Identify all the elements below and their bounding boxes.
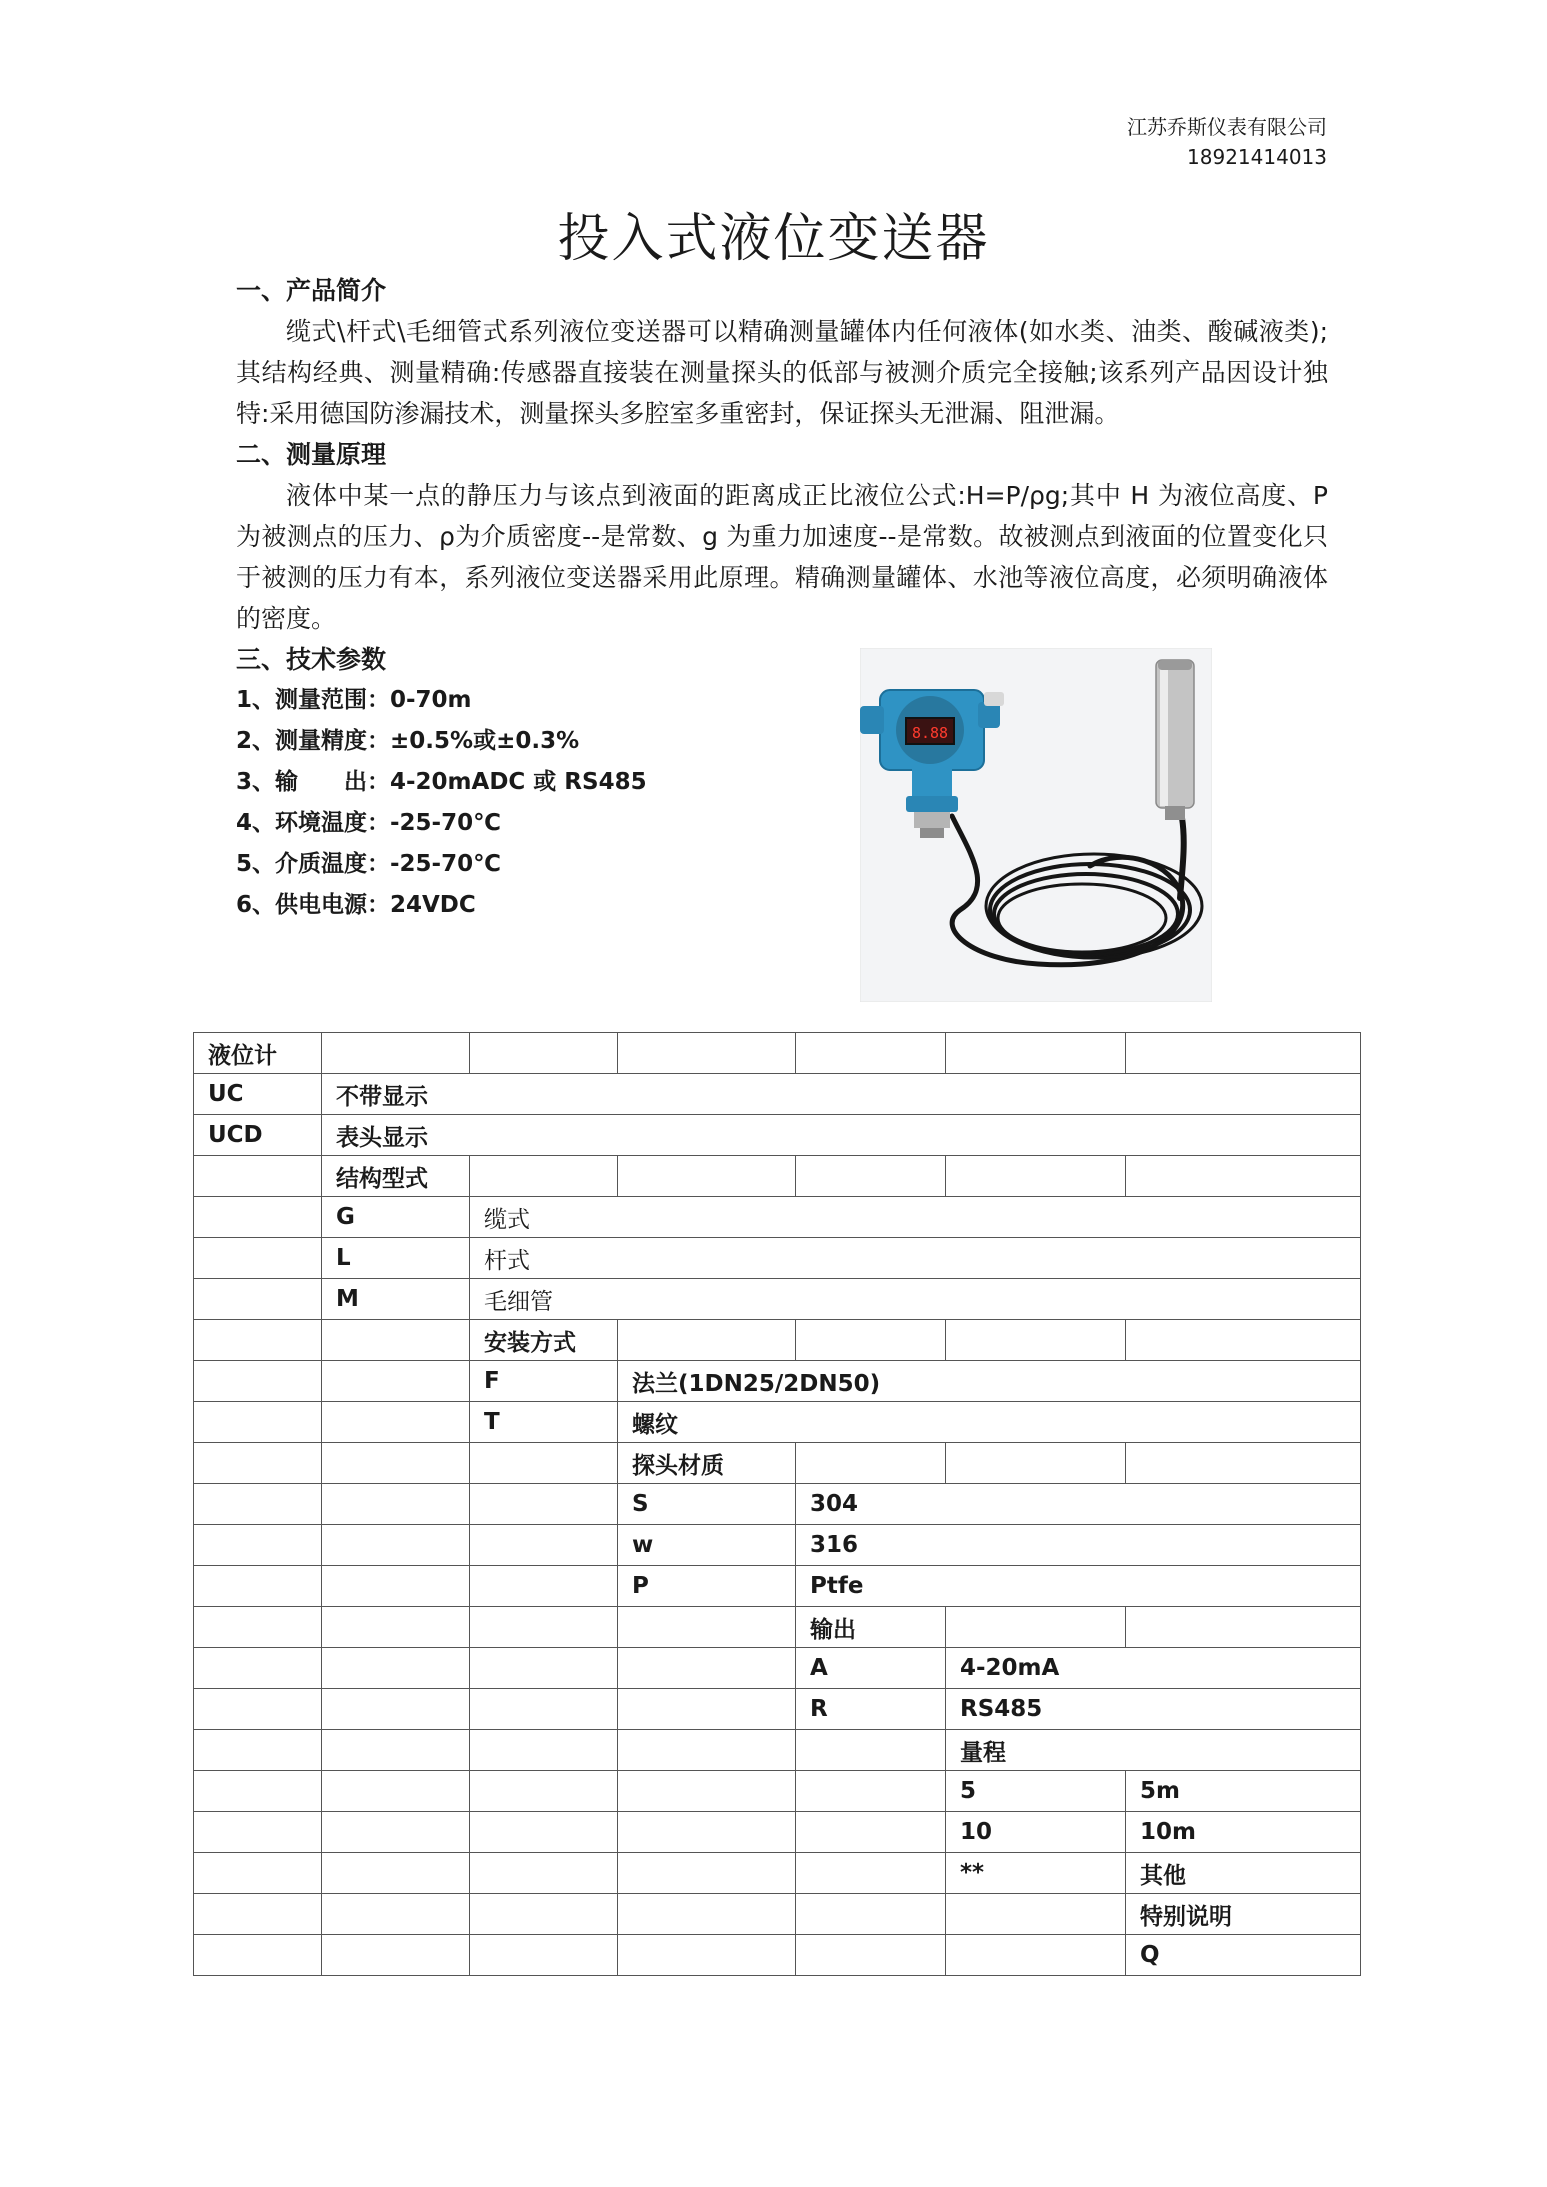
- table-cell: [1126, 1443, 1361, 1484]
- table-cell: [470, 1730, 618, 1771]
- table-cell: 螺纹: [618, 1402, 1361, 1443]
- table-cell: P: [618, 1566, 796, 1607]
- table-cell: 其他: [1126, 1853, 1361, 1894]
- table-cell: 量程: [946, 1730, 1361, 1771]
- table-cell: S: [618, 1484, 796, 1525]
- param-item: 2、测量精度：±0.5%或±0.3%: [236, 728, 580, 754]
- table-cell: [322, 1402, 470, 1443]
- table-cell: RS485: [946, 1689, 1361, 1730]
- table-cell: [470, 1689, 618, 1730]
- table-row: [194, 1074, 1361, 1115]
- table-row: [194, 1812, 1361, 1853]
- table-cell: [194, 1566, 322, 1607]
- section-text-principle: 液体中某一点的静压力与该点到液面的距离成正比液位公式:H=P/ρg;其中 H 为液位高度、P 为被测点的压力、ρ为介质密度--是常数、g 为重力加速度--是常数。故被测点到液面的位置变化只于被测的压力有本，系列液位变送器采用此原理。精确测量罐体、水池等液位高度，必须明确液体的密度。: [236, 481, 1328, 633]
- table-cell: 输出: [796, 1607, 946, 1648]
- table-row: [194, 1771, 1361, 1812]
- table-cell: [194, 1935, 322, 1976]
- table-row: [194, 1443, 1361, 1484]
- table-cell: 缆式: [470, 1197, 1361, 1238]
- table-cell: [946, 1320, 1126, 1361]
- table-cell: Ptfe: [796, 1566, 1361, 1607]
- table-cell: [322, 1771, 470, 1812]
- table-cell: 结构型式: [322, 1156, 470, 1197]
- table-cell: [618, 1730, 796, 1771]
- table-cell: [618, 1320, 796, 1361]
- table-row: [194, 1730, 1361, 1771]
- table-cell: [194, 1648, 322, 1689]
- table-cell: **: [946, 1853, 1126, 1894]
- table-cell: [796, 1812, 946, 1853]
- table-cell: [194, 1279, 322, 1320]
- table-cell: [618, 1771, 796, 1812]
- table-row: [194, 1238, 1361, 1279]
- table-cell: [194, 1607, 322, 1648]
- param-item: 4、环境温度：-25-70℃: [236, 810, 501, 836]
- section-heading-params: 三、技术参数: [236, 645, 387, 674]
- table-cell: Q: [1126, 1935, 1361, 1976]
- company-name: 江苏乔斯仪表有限公司: [1127, 115, 1327, 139]
- table-row: [194, 1279, 1361, 1320]
- table-cell: [470, 1648, 618, 1689]
- table-cell: [322, 1894, 470, 1935]
- table-cell: [322, 1443, 470, 1484]
- table-cell: [194, 1484, 322, 1525]
- table-row: [194, 1484, 1361, 1525]
- table-cell: [470, 1935, 618, 1976]
- table-cell: 杆式: [470, 1238, 1361, 1279]
- table-cell: [194, 1361, 322, 1402]
- table-cell: [618, 1033, 796, 1074]
- table-row: [194, 1648, 1361, 1689]
- table-cell: [1126, 1033, 1361, 1074]
- table-cell: 表头显示: [322, 1115, 1361, 1156]
- table-cell: [470, 1525, 618, 1566]
- table-cell: [322, 1812, 470, 1853]
- table-cell: [618, 1853, 796, 1894]
- table-cell: 安装方式: [470, 1320, 618, 1361]
- table-cell: A: [796, 1648, 946, 1689]
- table-cell: 液位计: [194, 1033, 322, 1074]
- table-cell: [618, 1812, 796, 1853]
- table-cell: [470, 1771, 618, 1812]
- param-item: 3、输 出：4-20mADC 或 RS485: [236, 769, 647, 795]
- table-cell: 不带显示: [322, 1074, 1361, 1115]
- table-row: [194, 1689, 1361, 1730]
- table-cell: [618, 1607, 796, 1648]
- table-cell: [946, 1033, 1126, 1074]
- table-cell: [322, 1853, 470, 1894]
- table-cell: [322, 1033, 470, 1074]
- table-cell: [194, 1689, 322, 1730]
- param-item: 6、供电电源：24VDC: [236, 892, 476, 918]
- table-cell: 4-20mA: [946, 1648, 1361, 1689]
- spec-table-body: [194, 1033, 1361, 1976]
- table-cell: 5: [946, 1771, 1126, 1812]
- section-heading-principle: 二、测量原理: [236, 440, 387, 469]
- table-cell: [194, 1894, 322, 1935]
- param-item: 1、测量范围：0-70m: [236, 687, 472, 713]
- table-cell: [946, 1443, 1126, 1484]
- table-row: [194, 1115, 1361, 1156]
- product-photo: [860, 648, 1212, 1002]
- table-cell: [796, 1156, 946, 1197]
- table-cell: 探头材质: [618, 1443, 796, 1484]
- table-cell: [1126, 1607, 1361, 1648]
- table-cell: UCD: [194, 1115, 322, 1156]
- table-cell: [796, 1894, 946, 1935]
- table-cell: [194, 1320, 322, 1361]
- table-cell: [194, 1525, 322, 1566]
- display-reading: 8.88: [911, 724, 949, 742]
- table-row: [194, 1607, 1361, 1648]
- table-row: [194, 1320, 1361, 1361]
- table-cell: [946, 1935, 1126, 1976]
- table-row: [194, 1197, 1361, 1238]
- table-cell: 304: [796, 1484, 1361, 1525]
- table-cell: [946, 1894, 1126, 1935]
- table-cell: [946, 1607, 1126, 1648]
- table-cell: [322, 1361, 470, 1402]
- table-cell: 毛细管: [470, 1279, 1361, 1320]
- table-cell: [194, 1730, 322, 1771]
- table-cell: [194, 1156, 322, 1197]
- table-cell: [618, 1935, 796, 1976]
- table-row: [194, 1853, 1361, 1894]
- table-cell: [796, 1771, 946, 1812]
- probe-icon: [1156, 660, 1194, 820]
- table-cell: [322, 1607, 470, 1648]
- table-cell: R: [796, 1689, 946, 1730]
- table-cell: [322, 1525, 470, 1566]
- table-cell: [470, 1894, 618, 1935]
- table-cell: 特别说明: [1126, 1894, 1361, 1935]
- table-cell: [1126, 1156, 1361, 1197]
- table-row: [194, 1156, 1361, 1197]
- table-cell: [194, 1443, 322, 1484]
- table-cell: M: [322, 1279, 470, 1320]
- table-cell: [194, 1197, 322, 1238]
- table-row: [194, 1566, 1361, 1607]
- company-phone: 18921414013: [1187, 145, 1327, 169]
- table-cell: [194, 1402, 322, 1443]
- table-cell: [796, 1320, 946, 1361]
- table-cell: 法兰(1DN25/2DN50): [618, 1361, 1361, 1402]
- table-cell: 316: [796, 1525, 1361, 1566]
- table-cell: [470, 1853, 618, 1894]
- table-cell: [618, 1894, 796, 1935]
- section-text-intro: 缆式\杆式\毛细管式系列液位变送器可以精确测量罐体内任何液体(如水类、油类、酸碱液类);其结构经典、测量精确:传感器直接装在测量探头的低部与被测介质完全接触;该系列产品因设计独特:采用德国防渗漏技术，测量探头多腔室多重密封，保证探头无泄漏、阻泄漏。: [236, 317, 1328, 428]
- table-row: [194, 1525, 1361, 1566]
- table-cell: [618, 1648, 796, 1689]
- table-cell: [322, 1484, 470, 1525]
- table-cell: [194, 1238, 322, 1279]
- table-cell: w: [618, 1525, 796, 1566]
- table-cell: [194, 1771, 322, 1812]
- table-row: [194, 1935, 1361, 1976]
- table-cell: [322, 1730, 470, 1771]
- table-cell: [322, 1566, 470, 1607]
- table-cell: T: [470, 1402, 618, 1443]
- table-cell: [618, 1689, 796, 1730]
- table-row: [194, 1361, 1361, 1402]
- table-cell: [618, 1156, 796, 1197]
- company-header: [1127, 112, 1327, 172]
- table-cell: L: [322, 1238, 470, 1279]
- table-cell: 10m: [1126, 1812, 1361, 1853]
- spec-table: [193, 1032, 1361, 1976]
- table-cell: [322, 1935, 470, 1976]
- table-cell: UC: [194, 1074, 322, 1115]
- table-cell: [946, 1156, 1126, 1197]
- table-cell: [470, 1607, 618, 1648]
- table-cell: 10: [946, 1812, 1126, 1853]
- table-cell: [322, 1689, 470, 1730]
- table-cell: [796, 1730, 946, 1771]
- table-cell: [796, 1443, 946, 1484]
- table-cell: 5m: [1126, 1771, 1361, 1812]
- table-cell: [796, 1853, 946, 1894]
- table-cell: [470, 1812, 618, 1853]
- table-cell: F: [470, 1361, 618, 1402]
- table-cell: [322, 1320, 470, 1361]
- table-row: [194, 1402, 1361, 1443]
- section-heading-intro: 一、产品简介: [236, 276, 387, 305]
- table-cell: [194, 1812, 322, 1853]
- table-row: [194, 1894, 1361, 1935]
- table-cell: [322, 1648, 470, 1689]
- table-cell: [470, 1484, 618, 1525]
- table-cell: [194, 1853, 322, 1894]
- table-cell: [470, 1443, 618, 1484]
- table-cell: [470, 1566, 618, 1607]
- table-row: [194, 1033, 1361, 1074]
- table-cell: [796, 1033, 946, 1074]
- param-item: 5、介质温度：-25-70℃: [236, 851, 501, 877]
- table-cell: [470, 1033, 618, 1074]
- table-cell: [470, 1156, 618, 1197]
- table-cell: [796, 1935, 946, 1976]
- table-cell: G: [322, 1197, 470, 1238]
- table-cell: [1126, 1320, 1361, 1361]
- page-title: 投入式液位变送器: [557, 209, 990, 269]
